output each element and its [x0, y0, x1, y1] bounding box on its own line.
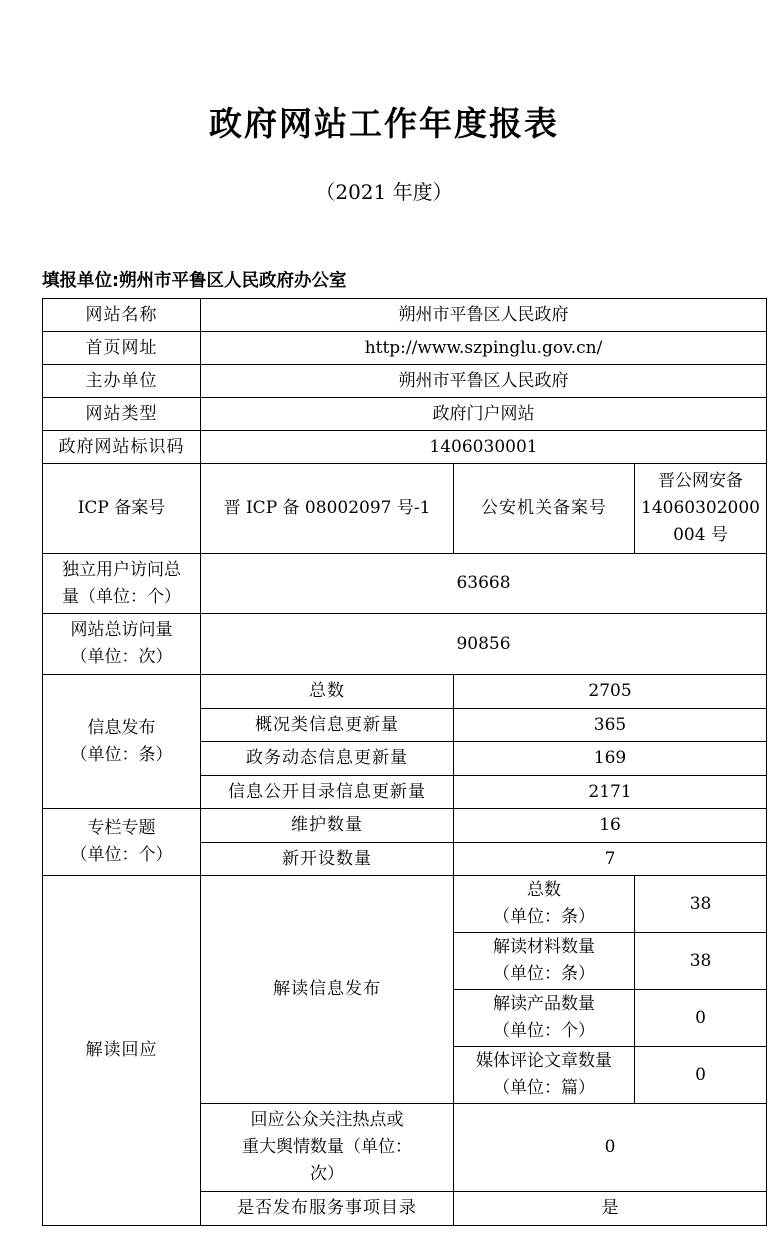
row-homepage — [43, 332, 767, 365]
reporting-unit-label: 填报单位: — [42, 271, 119, 291]
interp-item-label: 媒体评论文章数量 （单位：篇） — [454, 1047, 635, 1104]
response-value: 0 — [454, 1104, 767, 1192]
row-site-type — [43, 398, 767, 431]
column-item-value: 16 — [454, 809, 767, 843]
row-site-name — [43, 299, 767, 332]
interp-item-value: 38 — [635, 876, 767, 933]
interp-item-label: 解读产品数量 （单位：个） — [454, 990, 635, 1047]
total-visits-value: 90856 — [201, 614, 767, 675]
info-item-value: 365 — [454, 709, 767, 742]
info-publish-label: 信息发布 （单位：条） — [43, 675, 201, 809]
info-item-value: 169 — [454, 742, 767, 776]
interp-item-value: 0 — [635, 1047, 767, 1104]
column-item-value: 7 — [454, 843, 767, 876]
homepage-value: http://www.szpinglu.gov.cn/ — [201, 332, 767, 365]
report-title: 政府网站工作年度报表 — [209, 104, 559, 143]
unique-visitors-label: 独立用户访问总 量（单位：个） — [43, 554, 201, 614]
site-name-value: 朔州市平鲁区人民政府 — [201, 299, 767, 332]
service-catalog-value: 是 — [454, 1192, 767, 1226]
row-unique-visitors — [43, 554, 767, 614]
reporting-unit-value: 朔州市平鲁区人民政府办公室 — [119, 271, 347, 291]
row-info-total — [43, 675, 767, 709]
info-item-value: 2705 — [454, 675, 767, 709]
icp-label: ICP 备案号 — [43, 464, 201, 554]
homepage-label: 首页网址 — [43, 332, 201, 365]
report-year: （2021 年度） — [315, 180, 453, 204]
reporting-unit — [42, 266, 347, 296]
unique-visitors-value: 63668 — [201, 554, 767, 614]
interpretation-label: 解读回应 — [43, 876, 201, 1226]
total-visits-label: 网站总访问量 （单位：次） — [43, 614, 201, 675]
interp-item-label: 总数 （单位：条） — [454, 876, 635, 933]
info-item-label: 政务动态信息更新量 — [201, 742, 454, 776]
info-item-label: 信息公开目录信息更新量 — [201, 776, 454, 809]
interp-item-value: 0 — [635, 990, 767, 1047]
row-interp-total — [43, 876, 767, 933]
report-table — [42, 298, 767, 1226]
police-record-label: 公安机关备案号 — [454, 464, 635, 554]
site-id-label: 政府网站标识码 — [43, 431, 201, 464]
police-record-value: 晋公网安备 14060302000 004 号 — [635, 464, 767, 554]
column-item-label: 新开设数量 — [201, 843, 454, 876]
info-item-value: 2171 — [454, 776, 767, 809]
columns-label: 专栏专题 （单位：个） — [43, 809, 201, 876]
interp-item-label: 解读材料数量 （单位：条） — [454, 933, 635, 990]
site-type-label: 网站类型 — [43, 398, 201, 431]
info-item-label: 概况类信息更新量 — [201, 709, 454, 742]
column-item-label: 维护数量 — [201, 809, 454, 843]
site-type-value: 政府门户网站 — [201, 398, 767, 431]
interp-item-value: 38 — [635, 933, 767, 990]
sponsor-value: 朔州市平鲁区人民政府 — [201, 365, 767, 398]
site-name-label: 网站名称 — [43, 299, 201, 332]
info-item-label: 总数 — [201, 675, 454, 709]
row-sponsor — [43, 365, 767, 398]
site-id-value: 1406030001 — [201, 431, 767, 464]
response-label: 回应公众关注热点或 重大舆情数量（单位： 次） — [201, 1104, 454, 1192]
sponsor-label: 主办单位 — [43, 365, 201, 398]
icp-value: 晋 ICP 备 08002097 号-1 — [201, 464, 454, 554]
row-icp — [43, 464, 767, 554]
row-total-visits — [43, 614, 767, 675]
row-column-maintain — [43, 809, 767, 843]
interpretation-sub-label: 解读信息发布 — [201, 876, 454, 1104]
row-site-id — [43, 431, 767, 464]
service-catalog-label: 是否发布服务事项目录 — [201, 1192, 454, 1226]
